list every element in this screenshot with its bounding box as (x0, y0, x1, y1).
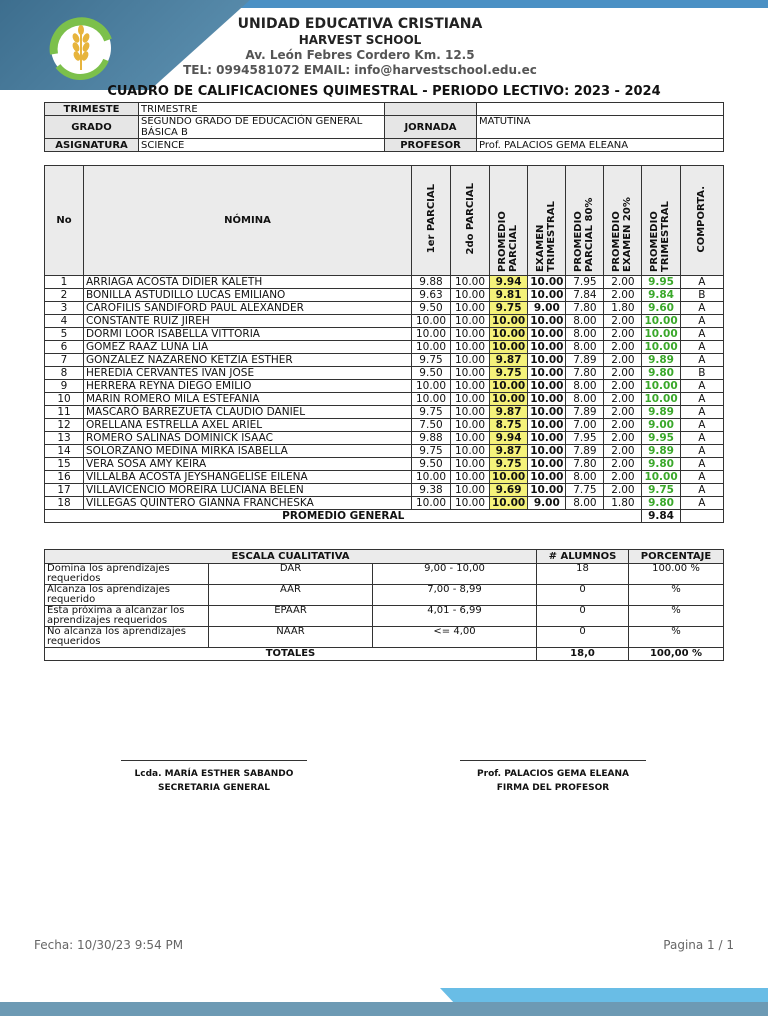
row-no: 13 (45, 432, 84, 445)
signature-line (121, 760, 307, 761)
header-no: No (45, 166, 84, 276)
trimester-exam: 10.00 (528, 276, 566, 289)
header-nomina: NÓMINA (84, 166, 412, 276)
partial-average: 10.00 (490, 471, 528, 484)
second-partial: 10.00 (451, 497, 490, 510)
student-row (45, 341, 724, 354)
first-partial: 9.75 (412, 445, 451, 458)
average-blank (680, 510, 723, 523)
profesor-label: PROFESOR (385, 139, 477, 152)
trimester-exam: 10.00 (528, 341, 566, 354)
behavior: A (680, 484, 723, 497)
trimester-exam: 9.00 (528, 302, 566, 315)
school-name: UNIDAD EDUCATIVA CRISTIANA (237, 16, 483, 32)
partial-80: 8.00 (566, 315, 604, 328)
student-row (45, 276, 724, 289)
student-name: VERA SOSA AMY KEIRA (84, 458, 412, 471)
student-row (45, 497, 724, 510)
scale-count: 0 (537, 585, 629, 606)
trimester-exam: 9.00 (528, 497, 566, 510)
trimester-exam: 10.00 (528, 315, 566, 328)
trimeste-label: TRIMESTE (45, 103, 139, 116)
scale-row (45, 585, 724, 606)
student-row (45, 302, 724, 315)
partial-80: 7.80 (566, 302, 604, 315)
grades-header-row (45, 166, 724, 276)
student-row (45, 315, 724, 328)
exam-20: 2.00 (604, 328, 642, 341)
bottom-accent-bar (0, 1002, 768, 1016)
student-row (45, 380, 724, 393)
partial-80: 7.80 (566, 458, 604, 471)
exam-20: 2.00 (604, 341, 642, 354)
signature-secretary (94, 760, 334, 795)
partial-average: 10.00 (490, 341, 528, 354)
exam-20: 2.00 (604, 484, 642, 497)
trimester-average: 9.95 (642, 276, 680, 289)
exam-20: 2.00 (604, 354, 642, 367)
asignatura-label: ASIGNATURA (45, 139, 139, 152)
trimester-exam: 10.00 (528, 484, 566, 497)
partial-average: 9.75 (490, 458, 528, 471)
row-no: 11 (45, 406, 84, 419)
partial-average: 10.00 (490, 328, 528, 341)
trimester-exam: 10.00 (528, 380, 566, 393)
second-partial: 10.00 (451, 341, 490, 354)
partial-average: 9.87 (490, 406, 528, 419)
partial-80: 7.84 (566, 289, 604, 302)
partial-average: 10.00 (490, 393, 528, 406)
row-no: 4 (45, 315, 84, 328)
jornada-value: MATUTINA (477, 116, 724, 139)
exam-20: 2.00 (604, 367, 642, 380)
school-subname: HARVEST SCHOOL (298, 33, 422, 47)
first-partial: 9.50 (412, 302, 451, 315)
row-no: 15 (45, 458, 84, 471)
row-no: 2 (45, 289, 84, 302)
scale-percent: % (629, 627, 724, 648)
row-no: 12 (45, 419, 84, 432)
first-partial: 10.00 (412, 315, 451, 328)
student-name: CONSTANTE RUIZ JIREH (84, 315, 412, 328)
student-name: ARRIAGA ACOSTA DIDIER KALETH (84, 276, 412, 289)
row-no: 9 (45, 380, 84, 393)
document-title: CUADRO DE CALIFICACIONES QUIMESTRAL - PERIODO LECTIVO: 2023 - 2024 (107, 84, 661, 99)
behavior: A (680, 393, 723, 406)
partial-80: 7.00 (566, 419, 604, 432)
trimester-average: 9.89 (642, 445, 680, 458)
behavior: A (680, 445, 723, 458)
second-partial: 10.00 (451, 289, 490, 302)
student-name: MARIN ROMERO MILA ESTEFANIA (84, 393, 412, 406)
row-no: 18 (45, 497, 84, 510)
scale-row (45, 627, 724, 648)
behavior: A (680, 406, 723, 419)
student-row (45, 367, 724, 380)
behavior: A (680, 471, 723, 484)
header-comportamiento: COMPORTA. (680, 166, 723, 276)
partial-average: 10.00 (490, 497, 528, 510)
first-partial: 10.00 (412, 393, 451, 406)
scale-description: No alcanza los aprendizajes requeridos (45, 627, 209, 648)
trimester-exam: 10.00 (528, 432, 566, 445)
first-partial: 9.75 (412, 406, 451, 419)
scale-range: 9,00 - 10,00 (373, 564, 537, 585)
scale-description: Esta próxima a alcanzar los aprendizajes requeridos (45, 606, 209, 627)
exam-20: 2.00 (604, 432, 642, 445)
footer-page-number: Pagina 1 / 1 (663, 938, 734, 952)
trimester-average: 10.00 (642, 328, 680, 341)
row-no: 6 (45, 341, 84, 354)
partial-80: 8.00 (566, 497, 604, 510)
partial-80: 7.75 (566, 484, 604, 497)
student-name: HEREDIA CERVANTES IVAN JOSE (84, 367, 412, 380)
teacher-name: Prof. PALACIOS GEMA ELEANA (477, 769, 629, 779)
average-row (45, 510, 724, 523)
trimester-exam: 10.00 (528, 354, 566, 367)
school-header (130, 16, 590, 78)
bottom-accent-bar-light (440, 988, 768, 1002)
row-no: 7 (45, 354, 84, 367)
first-partial: 9.63 (412, 289, 451, 302)
behavior: A (680, 315, 723, 328)
partial-80: 8.00 (566, 393, 604, 406)
trimester-average: 10.00 (642, 315, 680, 328)
exam-20: 2.00 (604, 393, 642, 406)
trimester-average: 10.00 (642, 341, 680, 354)
signature-teacher (433, 760, 673, 795)
row-no: 10 (45, 393, 84, 406)
student-row (45, 354, 724, 367)
student-row (45, 393, 724, 406)
student-name: MASCARÓ BARREZUETA CLAUDIO DANIEL (84, 406, 412, 419)
header-2do-parcial: 2do PARCIAL (451, 166, 490, 276)
second-partial: 10.00 (451, 458, 490, 471)
second-partial: 10.00 (451, 445, 490, 458)
school-contact: TEL: 0994581072 EMAIL: info@harvestschool.edu.ec (183, 63, 537, 77)
trimester-exam: 10.00 (528, 445, 566, 458)
partial-average: 10.00 (490, 380, 528, 393)
secretary-role: SECRETARIA GENERAL (158, 783, 270, 793)
scale-percent: % (629, 606, 724, 627)
scale-count: 0 (537, 627, 629, 648)
partial-average: 9.81 (490, 289, 528, 302)
student-name: GONZALEZ NAZARENO KETZIA ESTHER (84, 354, 412, 367)
trimester-average: 9.80 (642, 497, 680, 510)
exam-20: 2.00 (604, 406, 642, 419)
trimester-exam: 10.00 (528, 471, 566, 484)
partial-80: 7.89 (566, 445, 604, 458)
second-partial: 10.00 (451, 484, 490, 497)
alumnos-header: # ALUMNOS (537, 550, 629, 564)
exam-20: 2.00 (604, 380, 642, 393)
first-partial: 9.88 (412, 432, 451, 445)
student-name: BONILLA ASTUDILLO LUCAS EMILIANO (84, 289, 412, 302)
footer-date: Fecha: 10/30/23 9:54 PM (34, 938, 184, 952)
scale-count: 0 (537, 606, 629, 627)
row-no: 8 (45, 367, 84, 380)
scale-code: DAR (209, 564, 373, 585)
behavior: A (680, 328, 723, 341)
student-row (45, 289, 724, 302)
scale-table (44, 549, 724, 661)
first-partial: 9.38 (412, 484, 451, 497)
partial-80: 7.89 (566, 406, 604, 419)
trimester-exam: 10.00 (528, 406, 566, 419)
partial-80: 7.80 (566, 367, 604, 380)
average-value: 9.84 (642, 510, 680, 523)
student-row (45, 432, 724, 445)
second-partial: 10.00 (451, 276, 490, 289)
second-partial: 10.00 (451, 354, 490, 367)
header-examen-trimestral: EXAMEN TRIMESTRAL (528, 166, 566, 276)
trimester-average: 10.00 (642, 471, 680, 484)
partial-80: 7.89 (566, 354, 604, 367)
trimester-average: 9.75 (642, 484, 680, 497)
trimester-exam: 10.00 (528, 289, 566, 302)
student-row (45, 458, 724, 471)
trimester-average: 10.00 (642, 393, 680, 406)
partial-average: 8.75 (490, 419, 528, 432)
partial-average: 9.87 (490, 445, 528, 458)
trimester-average: 9.80 (642, 458, 680, 471)
exam-20: 2.00 (604, 289, 642, 302)
partial-average: 9.69 (490, 484, 528, 497)
behavior: A (680, 380, 723, 393)
student-name: SOLORZANO MEDINA MIRKA ISABELLA (84, 445, 412, 458)
jornada-label: JORNADA (385, 116, 477, 139)
partial-80: 7.95 (566, 432, 604, 445)
student-row (45, 328, 724, 341)
partial-average: 9.75 (490, 367, 528, 380)
second-partial: 10.00 (451, 380, 490, 393)
first-partial: 10.00 (412, 328, 451, 341)
row-no: 14 (45, 445, 84, 458)
trimester-exam: 10.00 (528, 419, 566, 432)
trimester-average: 9.89 (642, 406, 680, 419)
student-row (45, 406, 724, 419)
first-partial: 9.50 (412, 367, 451, 380)
school-logo-icon (44, 14, 118, 80)
scale-row (45, 564, 724, 585)
trimester-exam: 10.00 (528, 328, 566, 341)
trimester-average: 9.00 (642, 419, 680, 432)
partial-80: 8.00 (566, 328, 604, 341)
partial-average: 9.94 (490, 432, 528, 445)
second-partial: 10.00 (451, 315, 490, 328)
secretary-name: Lcda. MARÍA ESTHER SABANDO (134, 769, 294, 779)
first-partial: 10.00 (412, 341, 451, 354)
info-table (44, 102, 724, 152)
second-partial: 10.00 (451, 328, 490, 341)
exam-20: 1.80 (604, 302, 642, 315)
partial-average: 10.00 (490, 315, 528, 328)
trimester-average: 9.60 (642, 302, 680, 315)
behavior: A (680, 432, 723, 445)
behavior: A (680, 458, 723, 471)
grades-table (44, 165, 724, 523)
partial-80: 8.00 (566, 471, 604, 484)
scale-range: 7,00 - 8,99 (373, 585, 537, 606)
signature-line (460, 760, 646, 761)
row-no: 16 (45, 471, 84, 484)
trimester-exam: 10.00 (528, 393, 566, 406)
partial-80: 7.95 (566, 276, 604, 289)
second-partial: 10.00 (451, 406, 490, 419)
exam-20: 2.00 (604, 276, 642, 289)
blank-value (477, 103, 724, 116)
second-partial: 10.00 (451, 367, 490, 380)
scale-range: <= 4,00 (373, 627, 537, 648)
student-name: ROMERO SALINAS DOMINICK ISAAC (84, 432, 412, 445)
first-partial: 10.00 (412, 497, 451, 510)
behavior: A (680, 497, 723, 510)
row-no: 3 (45, 302, 84, 315)
student-name: ORELLANA ESTRELLA AXEL ARIEL (84, 419, 412, 432)
behavior: A (680, 341, 723, 354)
student-name: VILLALBA ACOSTA JEYSHANGELISE EILENA (84, 471, 412, 484)
row-no: 17 (45, 484, 84, 497)
student-name: HERRERA REYNA DIEGO EMILIO (84, 380, 412, 393)
first-partial: 9.88 (412, 276, 451, 289)
student-name: VILLAVICENCIO MOREIRA LUCIANA BELEN (84, 484, 412, 497)
trimester-average: 9.95 (642, 432, 680, 445)
exam-20: 2.00 (604, 471, 642, 484)
school-address: Av. León Febres Cordero Km. 12.5 (245, 48, 475, 62)
student-name: DORMI LOOR ISABELLA VITTORIA (84, 328, 412, 341)
row-no: 5 (45, 328, 84, 341)
exam-20: 2.00 (604, 419, 642, 432)
scale-row (45, 606, 724, 627)
student-name: CAROFILIS SANDIFORD PAUL ALEXANDER (84, 302, 412, 315)
trimester-average: 9.89 (642, 354, 680, 367)
row-no: 1 (45, 276, 84, 289)
trimester-exam: 10.00 (528, 367, 566, 380)
scale-description: Alcanza los aprendizajes requerido (45, 585, 209, 606)
trimester-average: 9.80 (642, 367, 680, 380)
scale-percent: 100.00 % (629, 564, 724, 585)
second-partial: 10.00 (451, 471, 490, 484)
exam-20: 2.00 (604, 315, 642, 328)
header-1er-parcial: 1er PARCIAL (412, 166, 451, 276)
student-row (45, 484, 724, 497)
scale-code: AAR (209, 585, 373, 606)
second-partial: 10.00 (451, 419, 490, 432)
blank-label (385, 103, 477, 116)
trimester-average: 10.00 (642, 380, 680, 393)
second-partial: 10.00 (451, 302, 490, 315)
teacher-role: FIRMA DEL PROFESOR (496, 783, 610, 793)
scale-percent: % (629, 585, 724, 606)
first-partial: 10.00 (412, 380, 451, 393)
behavior: B (680, 367, 723, 380)
behavior: A (680, 302, 723, 315)
scale-count: 18 (537, 564, 629, 585)
header-promedio-trimestral: PROMEDIO TRIMESTRAL (642, 166, 680, 276)
exam-20: 2.00 (604, 445, 642, 458)
behavior: A (680, 354, 723, 367)
grado-value: SEGUNDO GRADO DE EDUCACIÓN GENERAL BÁSICA B (139, 116, 385, 139)
header-promedio-examen-20: PROMEDIO EXAMEN 20% (604, 166, 642, 276)
trimester-average: 9.84 (642, 289, 680, 302)
behavior: A (680, 276, 723, 289)
porcentaje-header: PORCENTAJE (629, 550, 724, 564)
student-row (45, 445, 724, 458)
exam-20: 1.80 (604, 497, 642, 510)
first-partial: 10.00 (412, 471, 451, 484)
trimester-exam: 10.00 (528, 458, 566, 471)
scale-code: EPAAR (209, 606, 373, 627)
partial-average: 9.94 (490, 276, 528, 289)
scale-description: Domina los aprendizajes requeridos (45, 564, 209, 585)
second-partial: 10.00 (451, 393, 490, 406)
totals-count: 18,0 (537, 648, 629, 661)
partial-average: 9.75 (490, 302, 528, 315)
totals-label: TOTALES (45, 648, 537, 661)
behavior: A (680, 419, 723, 432)
average-label: PROMEDIO GENERAL (45, 510, 642, 523)
student-name: GOMEZ RAAZ LUNA LIA (84, 341, 412, 354)
student-row (45, 471, 724, 484)
partial-average: 9.87 (490, 354, 528, 367)
partial-80: 8.00 (566, 341, 604, 354)
scale-code: NAAR (209, 627, 373, 648)
first-partial: 9.75 (412, 354, 451, 367)
second-partial: 10.00 (451, 432, 490, 445)
exam-20: 2.00 (604, 458, 642, 471)
profesor-value: Prof. PALACIOS GEMA ELEANA (477, 139, 724, 152)
totals-pct: 100,00 % (629, 648, 724, 661)
student-row (45, 419, 724, 432)
header-promedio-parcial-80: PROMEDIO PARCIAL 80% (566, 166, 604, 276)
totals-row (45, 648, 724, 661)
first-partial: 7.50 (412, 419, 451, 432)
student-name: VILLEGAS QUINTERO GIANNA FRANCHESKA (84, 497, 412, 510)
scale-header: ESCALA CUALITATIVA (45, 550, 537, 564)
trimeste-value: TRIMESTRE (139, 103, 385, 116)
header-promedio-parcial: PROMEDIO PARCIAL (490, 166, 528, 276)
asignatura-value: SCIENCE (139, 139, 385, 152)
first-partial: 9.50 (412, 458, 451, 471)
behavior: B (680, 289, 723, 302)
grado-label: GRADO (45, 116, 139, 139)
partial-80: 8.00 (566, 380, 604, 393)
scale-range: 4,01 - 6,99 (373, 606, 537, 627)
